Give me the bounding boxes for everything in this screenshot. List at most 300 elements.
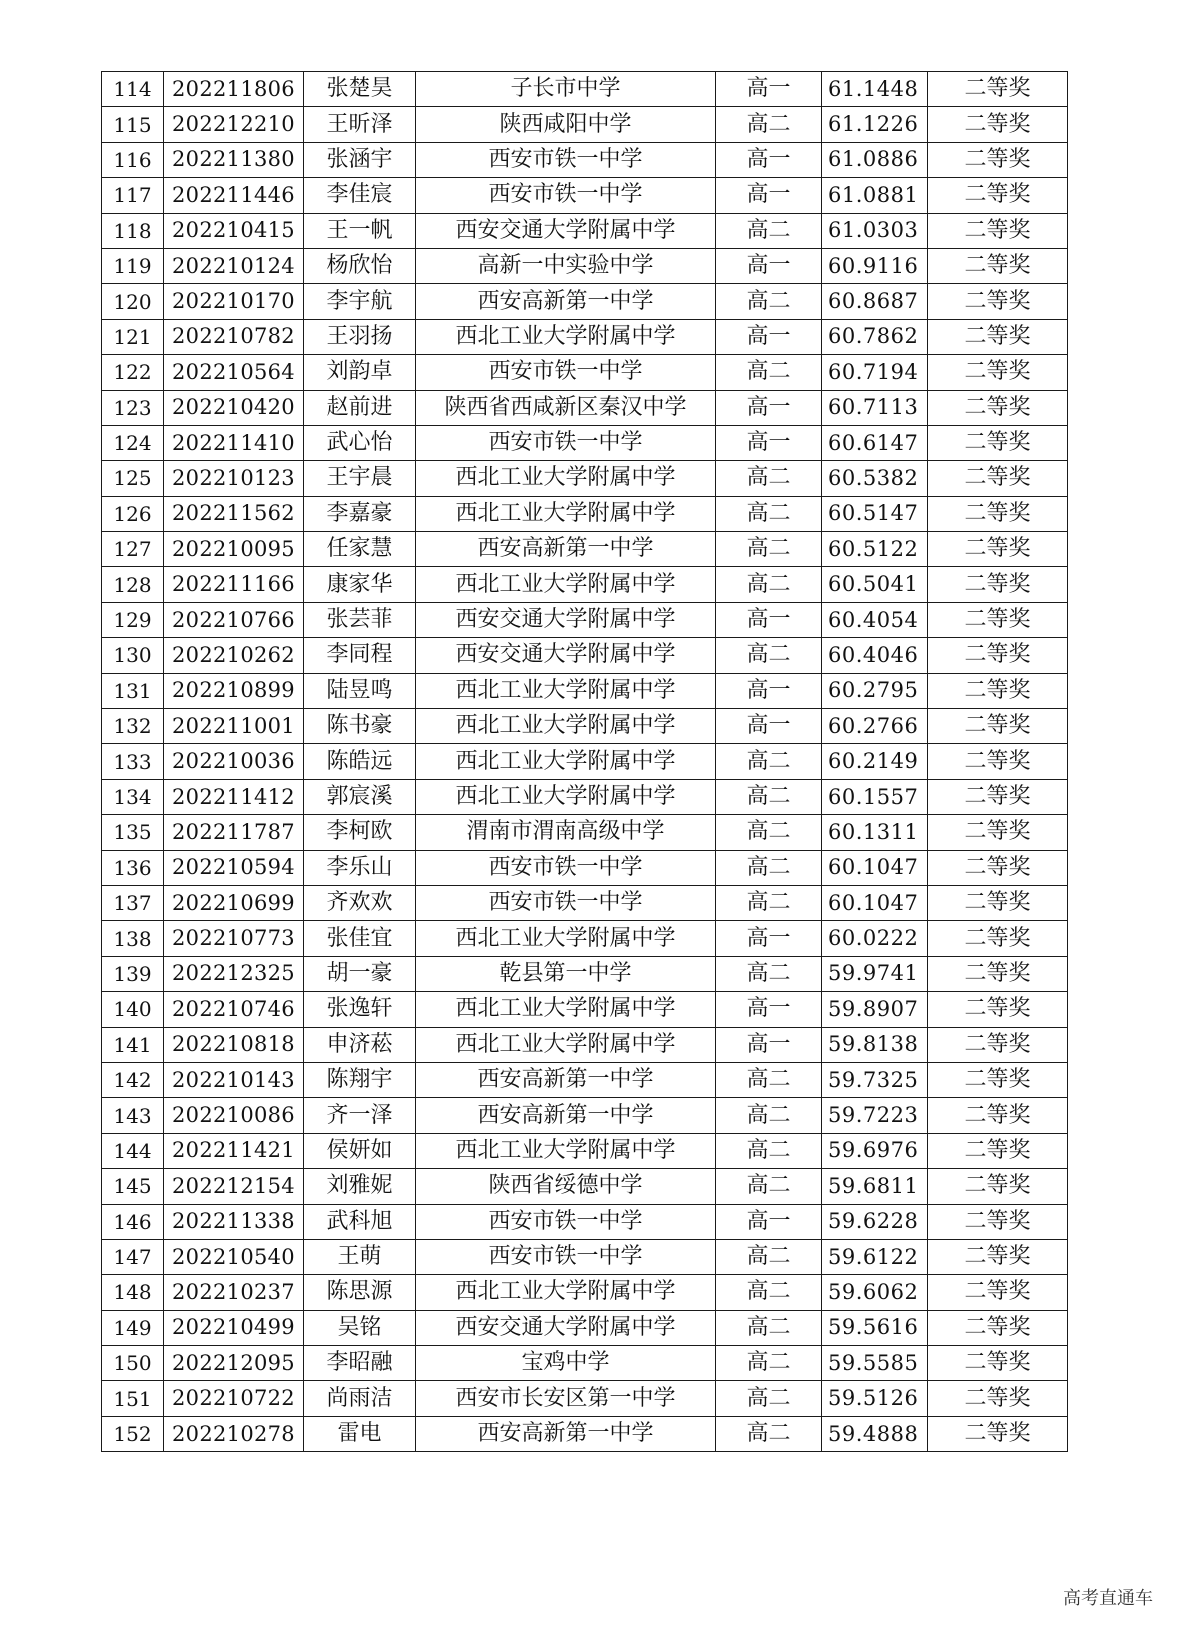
cell-school: 乾县第一中学: [416, 956, 716, 991]
cell-school: 西北工业大学附属中学: [416, 461, 716, 496]
cell-rank: 139: [102, 956, 164, 991]
cell-school: 宝鸡中学: [416, 1346, 716, 1381]
cell-score: 59.7325: [822, 1062, 928, 1097]
cell-school: 陕西省西咸新区秦汉中学: [416, 390, 716, 425]
cell-exam-id: 202212210: [164, 107, 304, 142]
cell-school: 西安市铁一中学: [416, 425, 716, 460]
cell-award: 二等奖: [928, 1098, 1068, 1133]
cell-rank: 140: [102, 992, 164, 1027]
cell-rank: 115: [102, 107, 164, 142]
cell-exam-id: 202210124: [164, 248, 304, 283]
cell-school: 西安市铁一中学: [416, 178, 716, 213]
table-row: [102, 72, 1068, 107]
cell-score: 60.1557: [822, 779, 928, 814]
cell-rank: 131: [102, 673, 164, 708]
cell-name: 郭宸溪: [304, 779, 416, 814]
cell-rank: 124: [102, 425, 164, 460]
cell-score: 59.5585: [822, 1346, 928, 1381]
cell-score: 60.2766: [822, 709, 928, 744]
cell-award: 二等奖: [928, 1416, 1068, 1451]
table-row: [102, 850, 1068, 885]
cell-award: 二等奖: [928, 779, 1068, 814]
cell-grade: 高二: [716, 1133, 822, 1168]
cell-exam-id: 202211562: [164, 496, 304, 531]
cell-school: 西安市铁一中学: [416, 850, 716, 885]
cell-school: 西北工业大学附属中学: [416, 709, 716, 744]
cell-score: 59.9741: [822, 956, 928, 991]
cell-award: 二等奖: [928, 107, 1068, 142]
cell-award: 二等奖: [928, 142, 1068, 177]
cell-school: 西安高新第一中学: [416, 1062, 716, 1097]
cell-exam-id: 202210237: [164, 1275, 304, 1310]
table-row: [102, 956, 1068, 991]
cell-rank: 151: [102, 1381, 164, 1416]
cell-school: 西北工业大学附属中学: [416, 744, 716, 779]
cell-school: 西安市铁一中学: [416, 142, 716, 177]
cell-award: 二等奖: [928, 178, 1068, 213]
cell-name: 王羽扬: [304, 319, 416, 354]
cell-rank: 121: [102, 319, 164, 354]
cell-name: 张芸菲: [304, 602, 416, 637]
cell-score: 60.2149: [822, 744, 928, 779]
results-sheet: [101, 71, 1067, 1452]
cell-rank: 132: [102, 709, 164, 744]
cell-award: 二等奖: [928, 992, 1068, 1027]
cell-name: 李宇航: [304, 284, 416, 319]
cell-grade: 高二: [716, 638, 822, 673]
cell-name: 张楚昊: [304, 72, 416, 107]
cell-name: 李柯欧: [304, 815, 416, 850]
cell-rank: 142: [102, 1062, 164, 1097]
cell-name: 侯妍如: [304, 1133, 416, 1168]
cell-score: 59.8907: [822, 992, 928, 1027]
cell-award: 二等奖: [928, 744, 1068, 779]
cell-rank: 148: [102, 1275, 164, 1310]
cell-award: 二等奖: [928, 1204, 1068, 1239]
cell-award: 二等奖: [928, 815, 1068, 850]
cell-school: 西北工业大学附属中学: [416, 567, 716, 602]
table-row: [102, 1062, 1068, 1097]
cell-score: 59.6811: [822, 1169, 928, 1204]
cell-school: 西北工业大学附属中学: [416, 1027, 716, 1062]
cell-grade: 高一: [716, 390, 822, 425]
table-row: [102, 921, 1068, 956]
cell-exam-id: 202210123: [164, 461, 304, 496]
cell-award: 二等奖: [928, 1346, 1068, 1381]
cell-award: 二等奖: [928, 1275, 1068, 1310]
cell-award: 二等奖: [928, 1169, 1068, 1204]
cell-exam-id: 202210170: [164, 284, 304, 319]
cell-grade: 高二: [716, 107, 822, 142]
cell-grade: 高一: [716, 1204, 822, 1239]
cell-name: 陈思源: [304, 1275, 416, 1310]
cell-name: 王昕泽: [304, 107, 416, 142]
cell-name: 李昭融: [304, 1346, 416, 1381]
cell-name: 任家慧: [304, 532, 416, 567]
cell-exam-id: 202211166: [164, 567, 304, 602]
cell-score: 60.5382: [822, 461, 928, 496]
cell-grade: 高二: [716, 779, 822, 814]
cell-grade: 高二: [716, 1416, 822, 1451]
cell-grade: 高二: [716, 1062, 822, 1097]
cell-name: 齐欢欢: [304, 885, 416, 920]
cell-name: 武科旭: [304, 1204, 416, 1239]
cell-grade: 高一: [716, 673, 822, 708]
cell-rank: 130: [102, 638, 164, 673]
cell-award: 二等奖: [928, 425, 1068, 460]
cell-grade: 高一: [716, 992, 822, 1027]
cell-school: 西北工业大学附属中学: [416, 1133, 716, 1168]
cell-grade: 高一: [716, 425, 822, 460]
cell-exam-id: 202210499: [164, 1310, 304, 1345]
cell-award: 二等奖: [928, 496, 1068, 531]
cell-school: 西安交通大学附属中学: [416, 602, 716, 637]
cell-rank: 120: [102, 284, 164, 319]
cell-name: 张逸轩: [304, 992, 416, 1027]
cell-name: 陈翔宇: [304, 1062, 416, 1097]
cell-exam-id: 202210773: [164, 921, 304, 956]
cell-grade: 高二: [716, 956, 822, 991]
cell-score: 59.5616: [822, 1310, 928, 1345]
cell-grade: 高一: [716, 142, 822, 177]
table-row: [102, 744, 1068, 779]
cell-rank: 134: [102, 779, 164, 814]
cell-award: 二等奖: [928, 390, 1068, 425]
cell-school: 西安市长安区第一中学: [416, 1381, 716, 1416]
cell-grade: 高二: [716, 744, 822, 779]
cell-exam-id: 202211001: [164, 709, 304, 744]
table-row: [102, 425, 1068, 460]
cell-award: 二等奖: [928, 638, 1068, 673]
cell-score: 60.9116: [822, 248, 928, 283]
cell-exam-id: 202210540: [164, 1239, 304, 1274]
cell-score: 60.7194: [822, 355, 928, 390]
cell-rank: 136: [102, 850, 164, 885]
cell-award: 二等奖: [928, 567, 1068, 602]
cell-grade: 高一: [716, 1027, 822, 1062]
table-row: [102, 532, 1068, 567]
cell-rank: 138: [102, 921, 164, 956]
cell-name: 胡一豪: [304, 956, 416, 991]
cell-name: 陈书豪: [304, 709, 416, 744]
cell-name: 刘雅妮: [304, 1169, 416, 1204]
cell-name: 陈皓远: [304, 744, 416, 779]
cell-exam-id: 202212325: [164, 956, 304, 991]
cell-exam-id: 202210278: [164, 1416, 304, 1451]
cell-exam-id: 202212154: [164, 1169, 304, 1204]
cell-score: 60.6147: [822, 425, 928, 460]
cell-award: 二等奖: [928, 921, 1068, 956]
cell-grade: 高二: [716, 1275, 822, 1310]
cell-exam-id: 202210594: [164, 850, 304, 885]
cell-school: 西北工业大学附属中学: [416, 921, 716, 956]
cell-grade: 高二: [716, 815, 822, 850]
cell-score: 60.1311: [822, 815, 928, 850]
cell-rank: 123: [102, 390, 164, 425]
cell-grade: 高二: [716, 496, 822, 531]
cell-rank: 122: [102, 355, 164, 390]
cell-score: 60.5122: [822, 532, 928, 567]
cell-score: 60.4046: [822, 638, 928, 673]
cell-rank: 135: [102, 815, 164, 850]
cell-school: 西安高新第一中学: [416, 1098, 716, 1133]
table-row: [102, 1310, 1068, 1345]
cell-school: 西安市铁一中学: [416, 885, 716, 920]
cell-rank: 146: [102, 1204, 164, 1239]
table-row: [102, 1204, 1068, 1239]
cell-award: 二等奖: [928, 355, 1068, 390]
table-row: [102, 319, 1068, 354]
cell-exam-id: 202211446: [164, 178, 304, 213]
cell-school: 西安市铁一中学: [416, 1204, 716, 1239]
cell-award: 二等奖: [928, 284, 1068, 319]
table-row: [102, 142, 1068, 177]
table-row: [102, 213, 1068, 248]
table-row: [102, 355, 1068, 390]
cell-score: 59.6976: [822, 1133, 928, 1168]
cell-name: 杨欣怡: [304, 248, 416, 283]
footer-watermark: 高考直通车: [1063, 1588, 1153, 1609]
cell-exam-id: 202211380: [164, 142, 304, 177]
cell-rank: 114: [102, 72, 164, 107]
cell-rank: 117: [102, 178, 164, 213]
cell-name: 王一帆: [304, 213, 416, 248]
cell-award: 二等奖: [928, 602, 1068, 637]
cell-name: 康家华: [304, 567, 416, 602]
cell-rank: 127: [102, 532, 164, 567]
cell-score: 59.8138: [822, 1027, 928, 1062]
table-row: [102, 709, 1068, 744]
table-row: [102, 107, 1068, 142]
cell-score: 60.5147: [822, 496, 928, 531]
cell-exam-id: 202210746: [164, 992, 304, 1027]
table-row: [102, 885, 1068, 920]
cell-school: 西安交通大学附属中学: [416, 213, 716, 248]
cell-exam-id: 202210699: [164, 885, 304, 920]
cell-name: 雷电: [304, 1416, 416, 1451]
cell-score: 60.8687: [822, 284, 928, 319]
cell-grade: 高二: [716, 1098, 822, 1133]
cell-award: 二等奖: [928, 1310, 1068, 1345]
cell-exam-id: 202212095: [164, 1346, 304, 1381]
cell-rank: 141: [102, 1027, 164, 1062]
cell-name: 赵前进: [304, 390, 416, 425]
cell-grade: 高一: [716, 602, 822, 637]
cell-award: 二等奖: [928, 72, 1068, 107]
cell-name: 李嘉豪: [304, 496, 416, 531]
cell-score: 61.1226: [822, 107, 928, 142]
cell-school: 陕西咸阳中学: [416, 107, 716, 142]
cell-award: 二等奖: [928, 709, 1068, 744]
table-row: [102, 390, 1068, 425]
cell-grade: 高一: [716, 72, 822, 107]
cell-name: 李佳宸: [304, 178, 416, 213]
cell-grade: 高二: [716, 461, 822, 496]
table-row: [102, 815, 1068, 850]
cell-score: 61.1448: [822, 72, 928, 107]
cell-rank: 125: [102, 461, 164, 496]
table-row: [102, 638, 1068, 673]
cell-award: 二等奖: [928, 1062, 1068, 1097]
cell-exam-id: 202210564: [164, 355, 304, 390]
cell-grade: 高一: [716, 248, 822, 283]
cell-award: 二等奖: [928, 213, 1068, 248]
cell-exam-id: 202211806: [164, 72, 304, 107]
table-row: [102, 248, 1068, 283]
cell-grade: 高一: [716, 178, 822, 213]
table-row: [102, 673, 1068, 708]
cell-score: 60.5041: [822, 567, 928, 602]
table-row: [102, 496, 1068, 531]
cell-exam-id: 202210899: [164, 673, 304, 708]
cell-award: 二等奖: [928, 956, 1068, 991]
cell-name: 武心怡: [304, 425, 416, 460]
cell-rank: 144: [102, 1133, 164, 1168]
cell-exam-id: 202211412: [164, 779, 304, 814]
cell-grade: 高二: [716, 213, 822, 248]
cell-score: 61.0886: [822, 142, 928, 177]
cell-award: 二等奖: [928, 532, 1068, 567]
table-row: [102, 779, 1068, 814]
cell-grade: 高二: [716, 1310, 822, 1345]
cell-name: 陆昱鸣: [304, 673, 416, 708]
cell-rank: 128: [102, 567, 164, 602]
cell-award: 二等奖: [928, 319, 1068, 354]
table-row: [102, 1027, 1068, 1062]
table-row: [102, 1346, 1068, 1381]
cell-school: 西北工业大学附属中学: [416, 673, 716, 708]
table-row: [102, 567, 1068, 602]
cell-school: 西安高新第一中学: [416, 1416, 716, 1451]
table-row: [102, 178, 1068, 213]
cell-score: 59.4888: [822, 1416, 928, 1451]
cell-exam-id: 202210420: [164, 390, 304, 425]
cell-award: 二等奖: [928, 1381, 1068, 1416]
cell-rank: 152: [102, 1416, 164, 1451]
cell-award: 二等奖: [928, 673, 1068, 708]
cell-school: 渭南市渭南高级中学: [416, 815, 716, 850]
cell-name: 王萌: [304, 1239, 416, 1274]
cell-name: 张佳宜: [304, 921, 416, 956]
cell-award: 二等奖: [928, 248, 1068, 283]
cell-name: 齐一泽: [304, 1098, 416, 1133]
cell-exam-id: 202210086: [164, 1098, 304, 1133]
cell-exam-id: 202210095: [164, 532, 304, 567]
table-row: [102, 1275, 1068, 1310]
cell-score: 59.6122: [822, 1239, 928, 1274]
cell-grade: 高一: [716, 709, 822, 744]
cell-score: 60.2795: [822, 673, 928, 708]
table-row: [102, 1098, 1068, 1133]
table-row: [102, 1381, 1068, 1416]
cell-rank: 133: [102, 744, 164, 779]
cell-rank: 126: [102, 496, 164, 531]
cell-school: 陕西省绥德中学: [416, 1169, 716, 1204]
cell-exam-id: 202210143: [164, 1062, 304, 1097]
cell-school: 高新一中实验中学: [416, 248, 716, 283]
cell-exam-id: 202211787: [164, 815, 304, 850]
cell-score: 60.1047: [822, 885, 928, 920]
cell-grade: 高二: [716, 850, 822, 885]
cell-rank: 129: [102, 602, 164, 637]
cell-rank: 143: [102, 1098, 164, 1133]
cell-school: 西北工业大学附属中学: [416, 496, 716, 531]
cell-name: 吴铭: [304, 1310, 416, 1345]
table-row: [102, 1169, 1068, 1204]
cell-score: 60.4054: [822, 602, 928, 637]
cell-score: 61.0881: [822, 178, 928, 213]
cell-school: 西北工业大学附属中学: [416, 779, 716, 814]
cell-grade: 高二: [716, 1169, 822, 1204]
cell-rank: 150: [102, 1346, 164, 1381]
cell-score: 59.7223: [822, 1098, 928, 1133]
cell-exam-id: 202210262: [164, 638, 304, 673]
cell-name: 尚雨洁: [304, 1381, 416, 1416]
cell-award: 二等奖: [928, 885, 1068, 920]
cell-rank: 116: [102, 142, 164, 177]
cell-grade: 高二: [716, 532, 822, 567]
cell-name: 李乐山: [304, 850, 416, 885]
cell-school: 西安交通大学附属中学: [416, 1310, 716, 1345]
table-row: [102, 1133, 1068, 1168]
cell-school: 西北工业大学附属中学: [416, 1275, 716, 1310]
cell-exam-id: 202211410: [164, 425, 304, 460]
cell-school: 西安市铁一中学: [416, 1239, 716, 1274]
cell-rank: 145: [102, 1169, 164, 1204]
results-table-body: [102, 72, 1068, 1452]
cell-award: 二等奖: [928, 461, 1068, 496]
cell-name: 刘韵卓: [304, 355, 416, 390]
cell-school: 西北工业大学附属中学: [416, 992, 716, 1027]
results-table: [101, 71, 1068, 1452]
cell-exam-id: 202210036: [164, 744, 304, 779]
cell-award: 二等奖: [928, 1027, 1068, 1062]
table-row: [102, 284, 1068, 319]
cell-rank: 149: [102, 1310, 164, 1345]
cell-name: 张涵宇: [304, 142, 416, 177]
cell-name: 李同程: [304, 638, 416, 673]
table-row: [102, 461, 1068, 496]
cell-award: 二等奖: [928, 1133, 1068, 1168]
table-row: [102, 992, 1068, 1027]
table-row: [102, 1239, 1068, 1274]
cell-score: 59.6228: [822, 1204, 928, 1239]
cell-school: 西安市铁一中学: [416, 355, 716, 390]
cell-rank: 147: [102, 1239, 164, 1274]
cell-award: 二等奖: [928, 850, 1068, 885]
cell-grade: 高二: [716, 567, 822, 602]
cell-exam-id: 202210722: [164, 1381, 304, 1416]
cell-award: 二等奖: [928, 1239, 1068, 1274]
cell-exam-id: 202210766: [164, 602, 304, 637]
cell-score: 59.6062: [822, 1275, 928, 1310]
cell-rank: 137: [102, 885, 164, 920]
cell-exam-id: 202210782: [164, 319, 304, 354]
cell-grade: 高一: [716, 319, 822, 354]
cell-score: 60.0222: [822, 921, 928, 956]
cell-exam-id: 202211421: [164, 1133, 304, 1168]
cell-grade: 高二: [716, 1381, 822, 1416]
table-row: [102, 1416, 1068, 1451]
cell-rank: 119: [102, 248, 164, 283]
cell-score: 61.0303: [822, 213, 928, 248]
cell-grade: 高一: [716, 921, 822, 956]
cell-grade: 高二: [716, 1346, 822, 1381]
cell-name: 王宇晨: [304, 461, 416, 496]
cell-grade: 高二: [716, 355, 822, 390]
cell-school: 西安高新第一中学: [416, 284, 716, 319]
cell-exam-id: 202210415: [164, 213, 304, 248]
